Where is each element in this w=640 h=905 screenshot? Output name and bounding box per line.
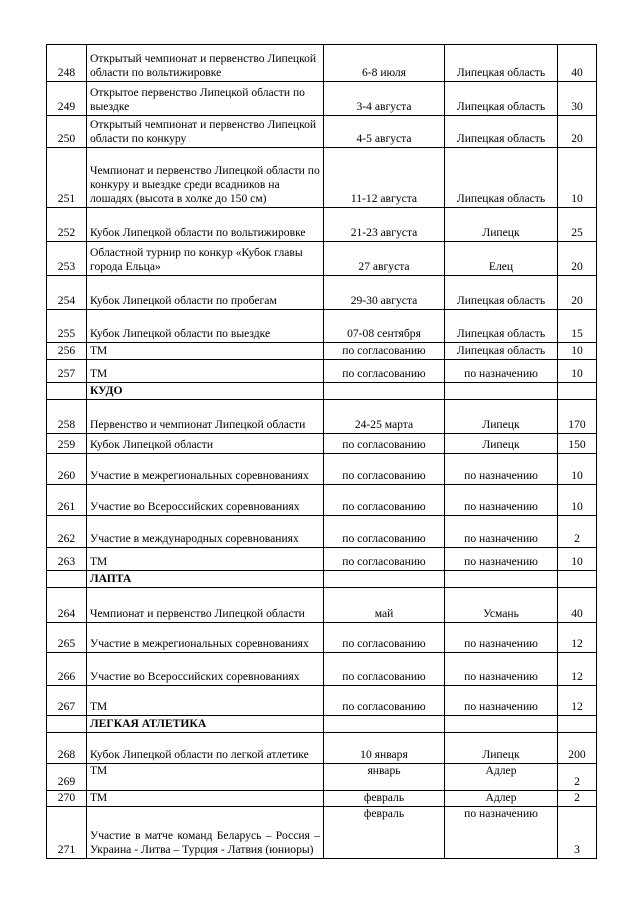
event-date: 27 августа [324,242,445,276]
row-number: 250 [47,116,87,148]
event-name: Кубок Липецкой области [87,434,324,454]
row-number: 264 [47,588,87,623]
row-number: 269 [47,764,87,791]
participant-count: 10 [558,454,597,485]
section-heading: ЛАПТА [87,571,324,588]
event-place: по назначению [445,454,558,485]
participant-count: 12 [558,653,597,686]
row-number: 270 [47,791,87,807]
row-number: 261 [47,485,87,516]
event-place: Липецк [445,434,558,454]
event-place: Липецкая область [445,82,558,116]
event-name: ТМ [87,686,324,716]
table-row [47,343,597,360]
event-date: 11-12 августа [324,148,445,208]
event-date: по согласованию [324,454,445,485]
section-heading: КУДО [87,383,324,400]
row-number: 258 [47,400,87,434]
section-heading: ЛЕГКАЯ АТЛЕТИКА [87,716,324,733]
participant-count: 20 [558,276,597,310]
row-number: 265 [47,623,87,653]
event-place: Адлер [445,791,558,807]
event-date: 10 января [324,733,445,764]
event-place: Елец [445,242,558,276]
table-row [47,485,597,516]
event-place: по назначению [445,653,558,686]
event-date: февраль [324,791,445,807]
row-number: 256 [47,343,87,360]
event-name: Участие в международных соревнованиях [87,516,324,548]
row-number: 252 [47,208,87,242]
table-row [47,764,597,791]
participant-count: 200 [558,733,597,764]
participant-count: 2 [558,516,597,548]
event-name: ТМ [87,548,324,571]
event-date: январь [324,764,445,791]
event-place: Липецкая область [445,45,558,82]
event-place: по назначению [445,623,558,653]
table-row [47,588,597,623]
event-date: по согласованию [324,516,445,548]
event-date: по согласованию [324,623,445,653]
participant-count: 10 [558,360,597,383]
table-row [47,653,597,686]
event-place: Липецк [445,208,558,242]
table-row [47,208,597,242]
table-row [47,242,597,276]
event-place: Усмань [445,588,558,623]
participant-count: 2 [558,791,597,807]
event-place: Липецкая область [445,116,558,148]
event-date: май [324,588,445,623]
table-row [47,454,597,485]
participant-count: 20 [558,116,597,148]
event-name: Участие в межрегиональных соревнованиях [87,454,324,485]
section-row [47,716,597,733]
event-date: по согласованию [324,434,445,454]
event-name: Участие в матче команд Беларусь – Россия – Украина - Литва – Турция - Латвия (юниоры) [87,807,324,859]
participant-count: 10 [558,148,597,208]
table-row [47,548,597,571]
participant-count: 12 [558,686,597,716]
row-number: 253 [47,242,87,276]
row-number: 263 [47,548,87,571]
event-name: Кубок Липецкой области по вольтижировке [87,208,324,242]
participant-count: 10 [558,548,597,571]
event-date: 3-4 августа [324,82,445,116]
participant-count: 10 [558,485,597,516]
event-date: по согласованию [324,548,445,571]
row-number: 271 [47,807,87,859]
section-row [47,383,597,400]
event-name: Кубок Липецкой области по легкой атлетике [87,733,324,764]
table-row [47,360,597,383]
event-date: по согласованию [324,686,445,716]
table-row [47,791,597,807]
event-name: Чемпионат и первенство Липецкой области [87,588,324,623]
participant-count: 12 [558,623,597,653]
row-number: 262 [47,516,87,548]
section-row [47,571,597,588]
row-number: 255 [47,310,87,343]
table-row [47,686,597,716]
event-date: 24-25 марта [324,400,445,434]
row-number: 249 [47,82,87,116]
table-row [47,807,597,859]
row-number: 251 [47,148,87,208]
table-row [47,434,597,454]
event-date: 4-5 августа [324,116,445,148]
event-name: Открытый чемпионат и первенство Липецкой области по конкуру [87,116,324,148]
event-name: Участие в межрегиональных соревнованиях [87,623,324,653]
event-place: по назначению [445,360,558,383]
row-number: 259 [47,434,87,454]
event-name: Участие во Всероссийских соревнованиях [87,485,324,516]
event-name: Чемпионат и первенство Липецкой области по конкуру и выездке среди всадников на лошадях (высота в холке до 150 см) [87,148,324,208]
event-date: по согласованию [324,653,445,686]
event-name: ТМ [87,343,324,360]
event-date: по согласованию [324,485,445,516]
event-place: Липецк [445,733,558,764]
event-place: Липецкая область [445,276,558,310]
participant-count: 25 [558,208,597,242]
event-name: ТМ [87,360,324,383]
event-date: по согласованию [324,343,445,360]
event-name: Открытое первенство Липецкой области по выездке [87,82,324,116]
table-row [47,310,597,343]
event-place: по назначению [445,686,558,716]
table-row [47,400,597,434]
event-place: по назначению [445,807,558,859]
event-name: Открытый чемпионат и первенство Липецкой области по вольтижировке [87,45,324,82]
row-number: 248 [47,45,87,82]
event-date: 6-8 июля [324,45,445,82]
event-name: Кубок Липецкой области по пробегам [87,276,324,310]
row-number: 268 [47,733,87,764]
participant-count: 40 [558,588,597,623]
event-date: 21-23 августа [324,208,445,242]
table-row [47,45,597,82]
event-name: Участие во Всероссийских соревнованиях [87,653,324,686]
table-row [47,623,597,653]
event-place: по назначению [445,485,558,516]
participant-count: 10 [558,343,597,360]
table-row [47,148,597,208]
event-date: по согласованию [324,360,445,383]
row-number: 266 [47,653,87,686]
row-number: 260 [47,454,87,485]
table-row [47,516,597,548]
row-number: 267 [47,686,87,716]
table-row [47,276,597,310]
event-place: Липецк [445,400,558,434]
event-place: по назначению [445,516,558,548]
event-place: Адлер [445,764,558,791]
participant-count: 150 [558,434,597,454]
participant-count: 40 [558,45,597,82]
row-number: 257 [47,360,87,383]
events-table [46,44,597,859]
table-row [47,733,597,764]
participant-count: 2 [558,764,597,791]
participant-count: 3 [558,807,597,859]
row-number: 254 [47,276,87,310]
event-place: Липецкая область [445,148,558,208]
event-date: 07-08 сентября [324,310,445,343]
event-place: Липецкая область [445,310,558,343]
event-name: Первенство и чемпионат Липецкой области [87,400,324,434]
event-place: по назначению [445,548,558,571]
participant-count: 15 [558,310,597,343]
event-date: февраль [324,807,445,859]
event-place: Липецкая область [445,343,558,360]
event-date: 29-30 августа [324,276,445,310]
participant-count: 30 [558,82,597,116]
event-name: Областной турнир по конкур «Кубок главы города Ельца» [87,242,324,276]
participant-count: 20 [558,242,597,276]
event-name: Кубок Липецкой области по выездке [87,310,324,343]
event-name: ТМ [87,791,324,807]
participant-count: 170 [558,400,597,434]
table-row [47,82,597,116]
table-row [47,116,597,148]
event-name: ТМ [87,764,324,791]
